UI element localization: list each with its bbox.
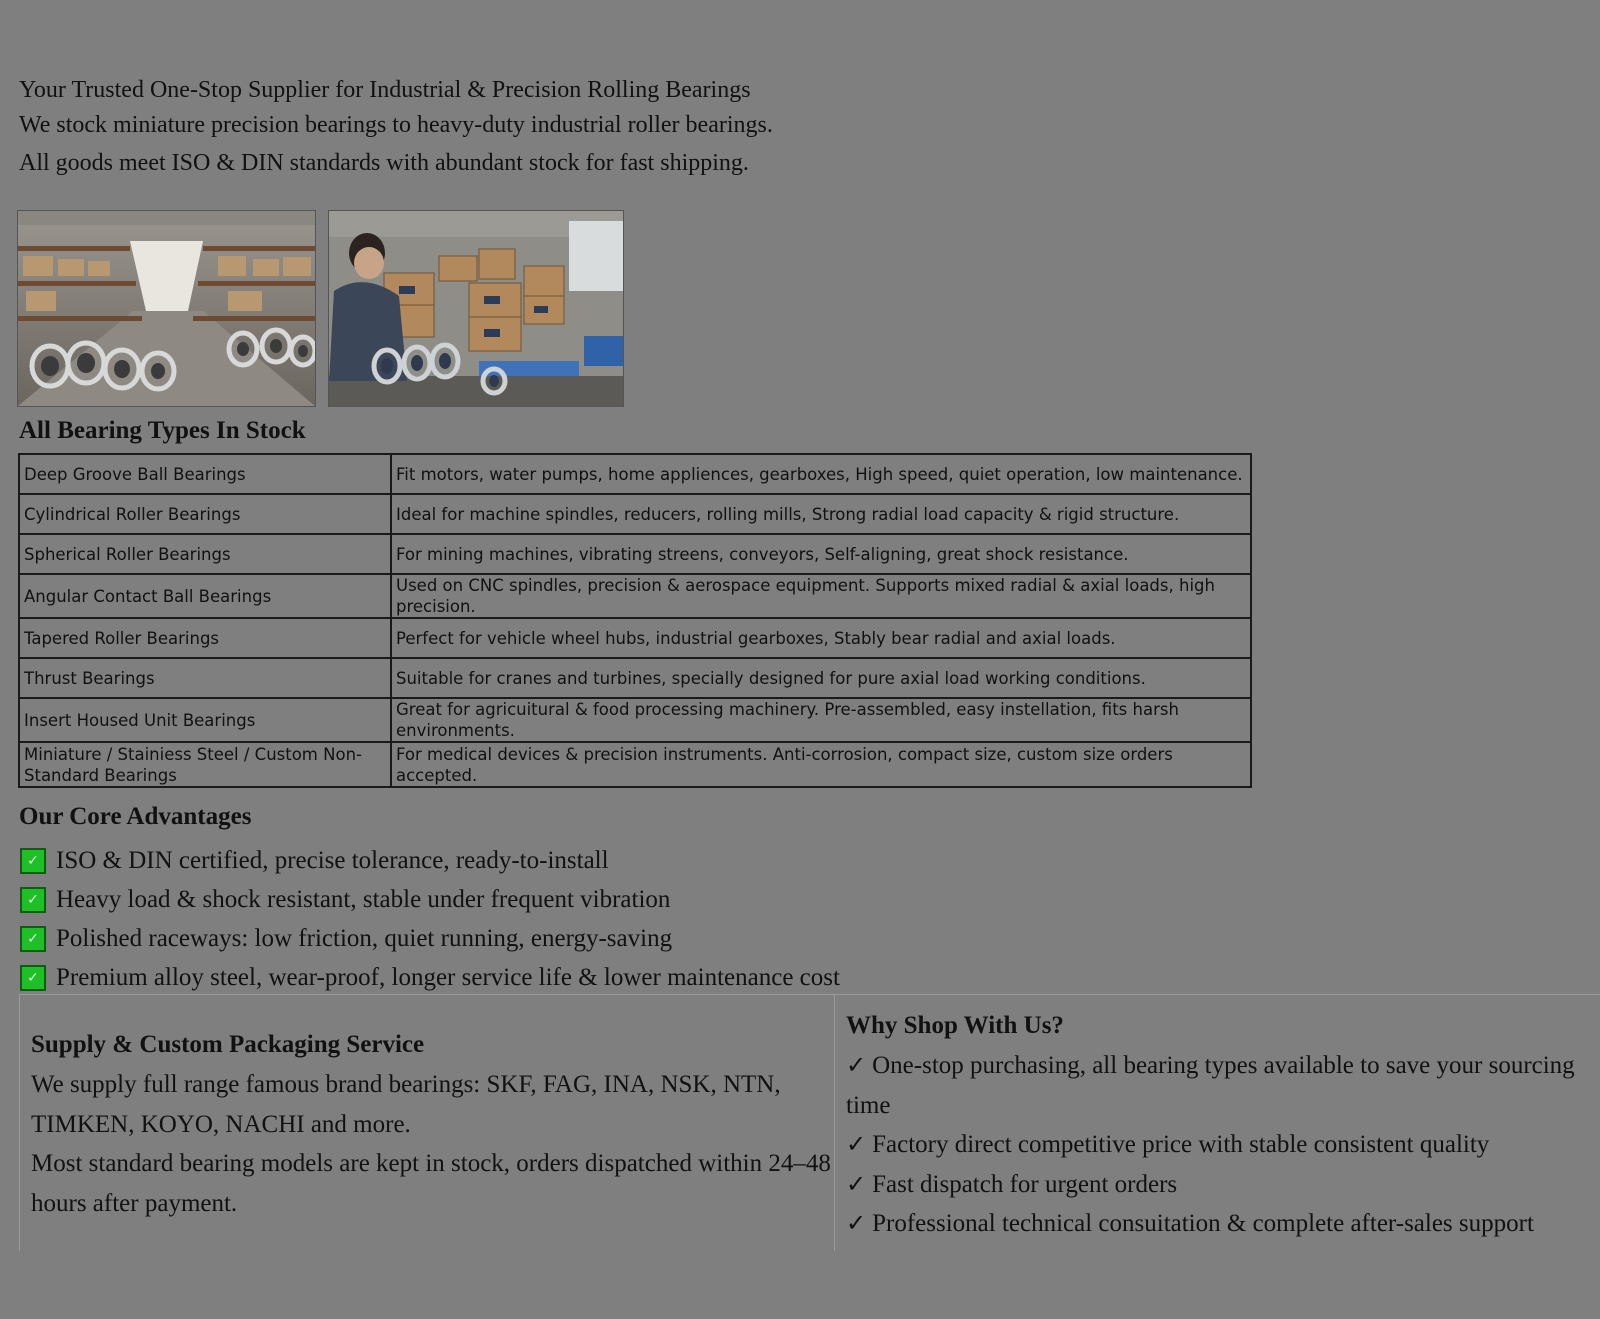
list-item xyxy=(846,1125,1596,1165)
table-row xyxy=(19,534,1251,574)
list-item xyxy=(20,919,840,958)
table-row xyxy=(19,454,1251,494)
intro-line-3: All goods meet ISO & DIN standards with abundant stock for fast shipping. xyxy=(19,150,749,176)
bearing-type-description: Ideal for machine spindles, reducers, rolling mills, Strong radial load capacity & rigid structure. xyxy=(391,494,1251,534)
bearing-type-name: Cylindrical Roller Bearings xyxy=(19,494,391,534)
supply-stock-text: Most standard bearing models are kept in stock, orders dispatched within 24–48 hours after payment. xyxy=(31,1150,831,1217)
why-shop-panel xyxy=(834,994,1600,1251)
core-advantages-heading: Our Core Advantages xyxy=(19,803,252,830)
worker-inspection-photo xyxy=(328,210,624,407)
table-row xyxy=(19,658,1251,698)
warehouse-photo xyxy=(17,210,316,407)
intro-line-2: We stock miniature precision bearings to heavy-duty industrial roller bearings. xyxy=(19,112,773,138)
intro-line-1: Your Trusted One-Stop Supplier for Industrial & Precision Rolling Bearings xyxy=(19,77,751,103)
list-item xyxy=(846,1165,1596,1205)
advantage-text: Heavy load & shock resistant, stable under frequent vibration xyxy=(56,885,671,913)
why-item-text: Fast dispatch for urgent orders xyxy=(872,1170,1178,1198)
table-row xyxy=(19,494,1251,534)
table-row xyxy=(19,742,1251,787)
table-row xyxy=(19,618,1251,658)
why-heading: Why Shop With Us? xyxy=(846,1012,1064,1039)
supply-brands-text: We supply full range famous brand bearings: SKF, FAG, INA, NSK, NTN, TIMKEN, KOYO, NACHI and more. xyxy=(31,1071,781,1138)
table-row xyxy=(19,698,1251,742)
list-item xyxy=(20,880,840,919)
supply-heading: Supply & Custom Packaging Service xyxy=(31,1031,425,1058)
checkmark-icon: ✓ xyxy=(846,1051,867,1079)
bearing-type-description: Suitable for cranes and turbines, specially designed for pure axial load working conditions. xyxy=(391,658,1251,698)
bearing-type-description: Used on CNC spindles, precision & aerospace equipment. Supports mixed radial & axial loads, high precision. xyxy=(391,574,1251,618)
bearing-types-table xyxy=(18,453,1252,788)
advantage-text: Polished raceways: low friction, quiet running, energy-saving xyxy=(56,924,673,952)
bearing-type-description: For medical devices & precision instruments. Anti-corrosion, compact size, custom size orders accepted. xyxy=(391,742,1251,787)
table-row xyxy=(19,574,1251,618)
advantage-text: Premium alloy steel, wear-proof, longer service life & lower maintenance cost xyxy=(56,963,840,991)
checkmark-icon: ✓ xyxy=(846,1209,867,1237)
why-list xyxy=(846,1046,1596,1244)
list-item xyxy=(20,841,840,880)
supply-body xyxy=(31,1065,831,1223)
supply-packaging-panel xyxy=(19,994,835,1251)
bearing-type-name: Insert Housed Unit Bearings xyxy=(19,698,391,742)
advantage-text: ISO & DIN certified, precise tolerance, ready-to-install xyxy=(56,846,609,874)
bearing-type-name: Thrust Bearings xyxy=(19,658,391,698)
checkmark-icon: ✓ xyxy=(846,1130,867,1158)
green-checkbox-icon: ✓ xyxy=(20,965,46,991)
bearing-type-description: Great for agricuitural & food processing machinery. Pre-assembled, easy instellation, fits harsh environments. xyxy=(391,698,1251,742)
bearing-type-name: Tapered Roller Bearings xyxy=(19,618,391,658)
checkmark-icon: ✓ xyxy=(846,1169,867,1198)
bearing-type-name: Deep Groove Ball Bearings xyxy=(19,454,391,494)
bearing-type-description: Perfect for vehicle wheel hubs, industrial gearboxes, Stably bear radial and axial loads. xyxy=(391,618,1251,658)
why-item-text: One-stop purchasing, all bearing types available to save your sourcing time xyxy=(846,1052,1575,1119)
why-item-text: Professional technical consuitation & complete after-sales support xyxy=(872,1210,1534,1237)
why-item-text: Factory direct competitive price with stable consistent quality xyxy=(872,1131,1490,1158)
bearing-type-name: Spherical Roller Bearings xyxy=(19,534,391,574)
bearing-type-description: Fit motors, water pumps, home appliences, gearboxes, High speed, quiet operation, low maintenance. xyxy=(391,454,1251,494)
bearing-type-name: Miniature / Stainiess Steel / Custom Non-Standard Bearings xyxy=(19,742,391,787)
list-item xyxy=(846,1046,1596,1125)
bearing-type-description: For mining machines, vibrating streens, conveyors, Self-aligning, great shock resistance. xyxy=(391,534,1251,574)
bearing-types-heading: All Bearing Types In Stock xyxy=(19,417,306,444)
green-checkbox-icon: ✓ xyxy=(20,848,46,874)
bearing-type-name: Angular Contact Ball Bearings xyxy=(19,574,391,618)
green-checkbox-icon: ✓ xyxy=(20,887,46,913)
list-item xyxy=(846,1204,1596,1244)
list-item xyxy=(20,958,840,997)
green-checkbox-icon: ✓ xyxy=(20,926,46,952)
advantages-list xyxy=(20,841,840,997)
